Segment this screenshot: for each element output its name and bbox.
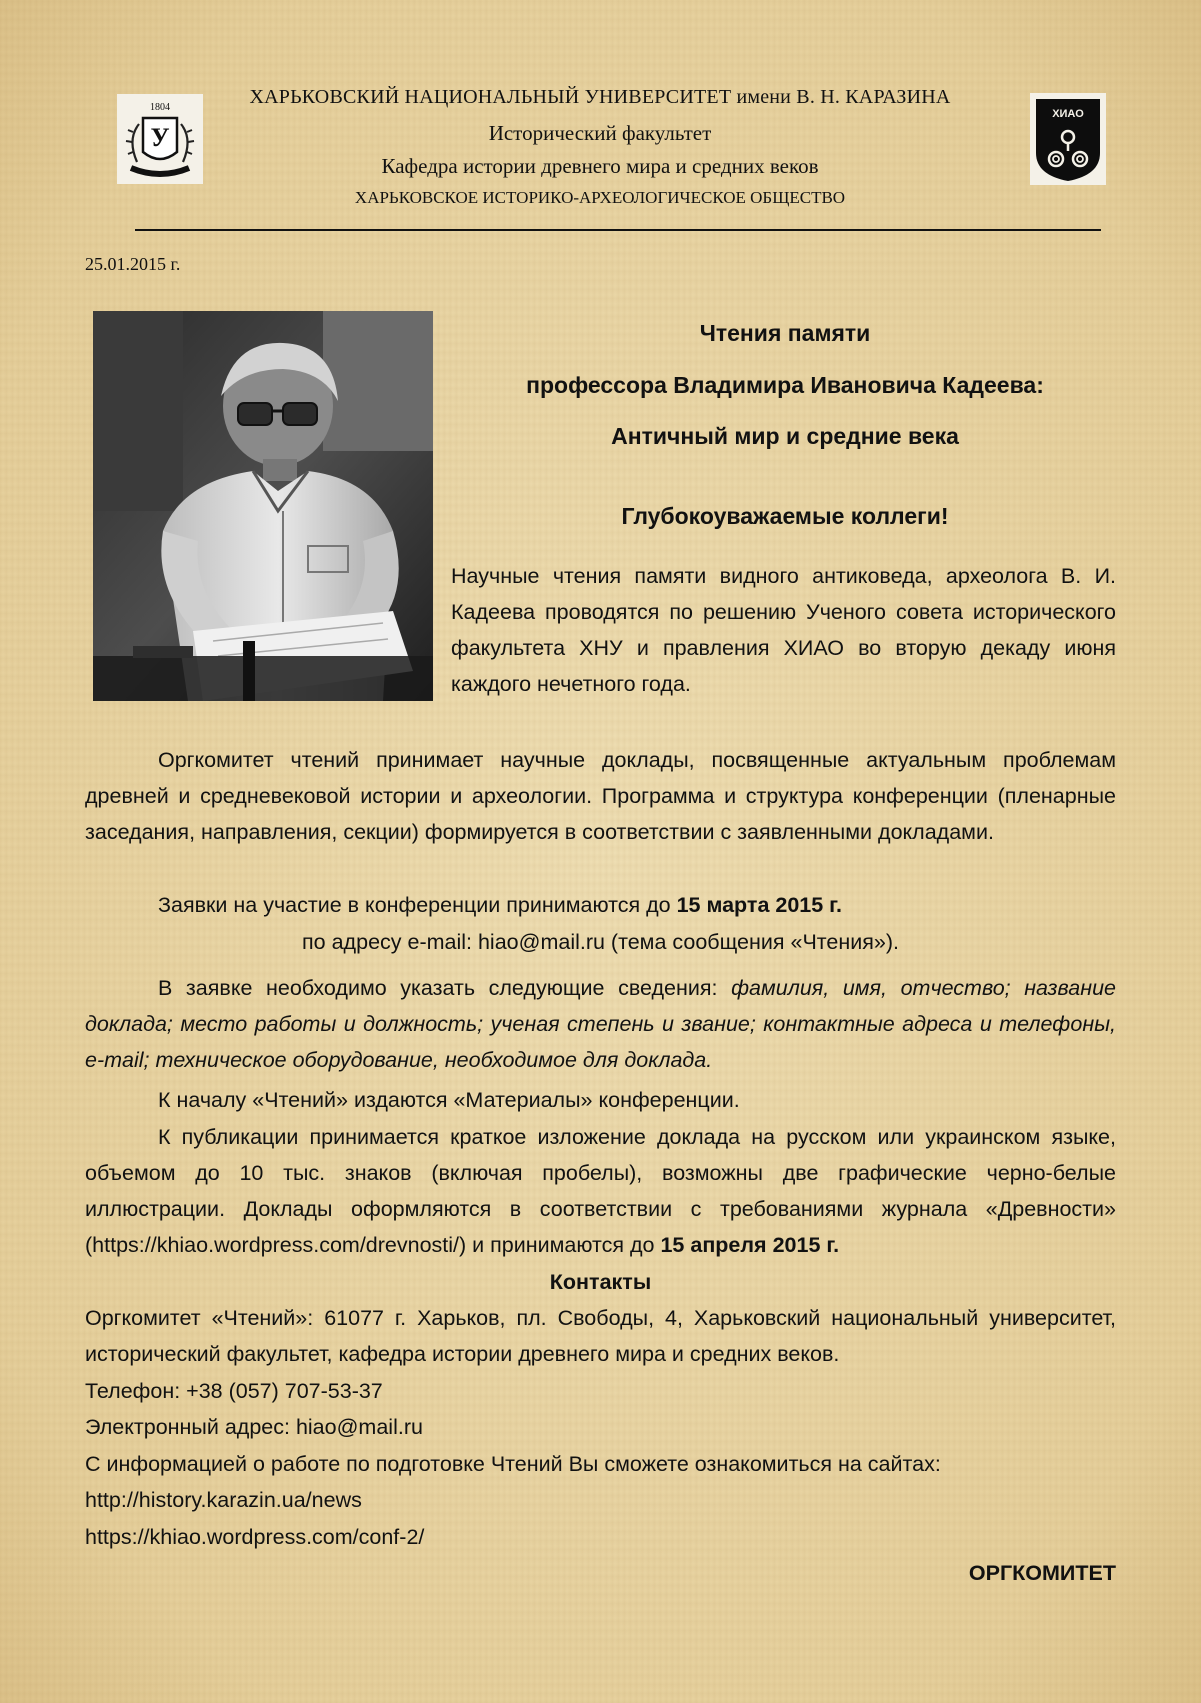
deadline-date: 15 марта 2015 г. bbox=[676, 893, 842, 917]
link-khiao-site[interactable]: https://khiao.wordpress.com/conf-2/ bbox=[85, 1525, 425, 1549]
society-name: ХАРЬКОВСКОЕ ИСТОРИКО-АРХЕОЛОГИЧЕСКОЕ ОБЩЕСТВО bbox=[354, 188, 846, 207]
body-paragraph-1: Оргкомитет чтений принимает научные доклады, посвященные актуальным проблемам древней и средневековой истории и археологии. Программа и структура конференции (пленарные заседания, направления, секции) формируется в соответствии с заявленными докладами. bbox=[85, 748, 1116, 844]
department-name: Кафедра истории древнего мира и средних веков bbox=[381, 154, 819, 178]
contacts-phone: Телефон: +38 (057) 707-53-37 bbox=[85, 1379, 383, 1403]
body-paragraph-2 bbox=[85, 887, 1116, 923]
application-intro: В заявке необходимо указать следующие сведения: bbox=[158, 976, 732, 1000]
faculty-name: Исторический факультет bbox=[488, 121, 712, 145]
khiao-logo bbox=[1030, 93, 1106, 185]
signature: ОРГКОМИТЕТ bbox=[968, 1561, 1116, 1585]
title-line-2: профессора Владимира Ивановича Кадеева: bbox=[526, 372, 1044, 398]
portrait-photo bbox=[93, 311, 433, 701]
body-paragraph-3: по адресу e-mail: hiao@mail.ru (тема сообщения «Чтения»). bbox=[302, 930, 899, 954]
publication-deadline: 15 апреля 2015 г. bbox=[660, 1233, 840, 1257]
portrait-photo-image bbox=[93, 311, 433, 701]
university-seal bbox=[117, 94, 203, 184]
intro-paragraph: Научные чтения памяти видного антиковеда, археолога В. И. Кадеева проводятся по решению Ученого совета исторического факультета ХНУ и правления ХИАО во вторую декаду июня каждого нечетного года. bbox=[451, 564, 1116, 696]
contacts-email[interactable]: Электронный адрес: hiao@mail.ru bbox=[85, 1415, 423, 1439]
university-seal-icon bbox=[117, 94, 203, 184]
svg-text:ХИАО: ХИАО bbox=[1052, 108, 1084, 120]
contacts-address: Оргкомитет «Чтений»: 61077 г. Харьков, пл. Свободы, 4, Харьковский национальный университет, исторический факультет, кафедра истории древнего мира и средних веков. bbox=[85, 1306, 1116, 1366]
body-paragraph-4 bbox=[85, 970, 1116, 1078]
contacts-sites-intro: С информацией о работе по подготовке Чтений Вы сможете ознакомиться на сайтах: bbox=[85, 1452, 941, 1476]
greeting: Глубокоуважаемые коллеги! bbox=[621, 503, 949, 529]
title-line-1: Чтения памяти bbox=[699, 320, 871, 346]
link-history-site[interactable]: http://history.karazin.ua/news bbox=[85, 1488, 362, 1512]
publication-text: К публикации принимается краткое изложение доклада на русском или украинском языке, объемом до 10 тыс. знаков (включая пробелы), возможны две графические черно-белые иллюстрации. Доклады оформляются в соответствии с требованиями журнала «Древности» (https://khiao.wordpress.com/drevnosti/) и принимаются до bbox=[85, 1125, 1116, 1257]
header-divider bbox=[135, 229, 1101, 231]
khiao-logo-icon bbox=[1030, 93, 1106, 185]
university-name: ХАРЬКОВСКИЙ НАЦИОНАЛЬНЫЙ УНИВЕРСИТЕТ имени В. Н. КАРАЗИНА bbox=[249, 86, 951, 108]
svg-text:У: У bbox=[150, 123, 170, 152]
deadline-text: Заявки на участие в конференции принимаются до bbox=[158, 893, 677, 917]
svg-text:1804: 1804 bbox=[150, 102, 170, 113]
contacts-heading: Контакты bbox=[549, 1270, 652, 1294]
title-line-3: Античный мир и средние века bbox=[611, 423, 959, 449]
application-fields: фамилия, имя, отчество; название доклада; место работы и должность; ученая степень и звание; контактные адреса и телефоны, e-mail; техническое оборудование, необходимое для доклада. bbox=[85, 976, 1116, 1072]
body-paragraph-6 bbox=[85, 1119, 1116, 1263]
document-date: 25.01.2015 г. bbox=[85, 254, 181, 274]
body-paragraph-5: К началу «Чтений» издаются «Материалы» конференции. bbox=[158, 1088, 740, 1112]
